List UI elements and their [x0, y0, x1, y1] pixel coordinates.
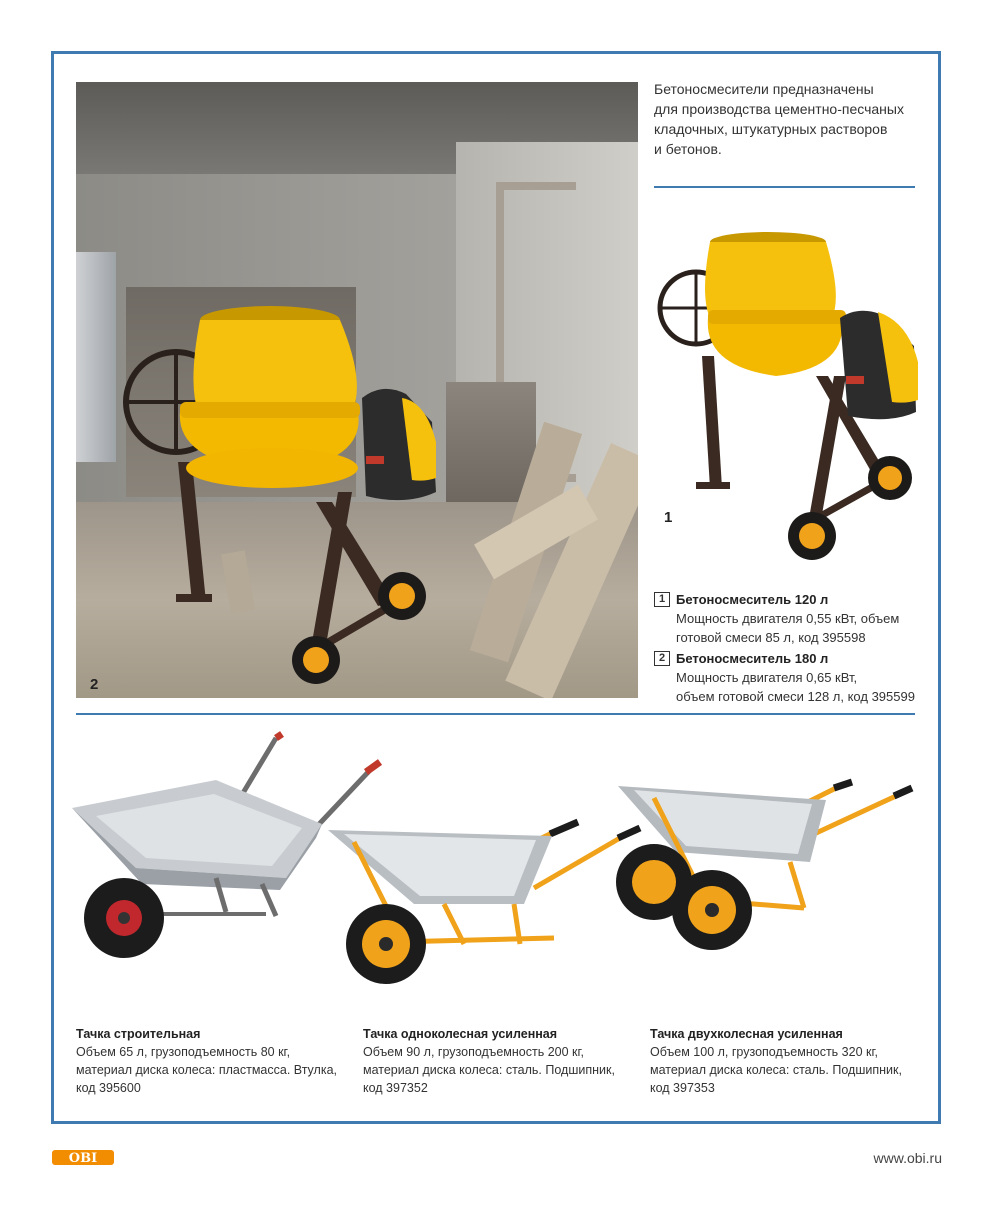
wheelbarrow-desc-line: код 397353 [650, 1081, 715, 1095]
wheelbarrow-desc-line: материал диска колеса: сталь. Подшипник, [650, 1063, 902, 1077]
wheelbarrow-caption [650, 1025, 920, 1097]
wheelbarrow-desc-line: Объем 90 л, грузоподъемность 200 кг, [363, 1045, 585, 1059]
wheelbarrow-caption [363, 1025, 633, 1097]
wheelbarrow-two-wheel-image [614, 778, 914, 956]
concrete-mixer-large-image [76, 82, 638, 698]
intro-line: Бетоносмесители предназначены [654, 81, 874, 97]
spec-desc-line: готовой смеси 85 л, код 395598 [676, 630, 866, 645]
spec-badge: 2 [654, 651, 670, 666]
intro-line: и бетонов. [654, 141, 722, 157]
construction-site-photo [76, 82, 638, 698]
intro-line: для производства цементно-песчаных [654, 101, 904, 117]
photo-number: 2 [90, 676, 99, 693]
website-url[interactable]: www.obi.ru [873, 1150, 942, 1166]
wheelbarrow-desc-line: Объем 100 л, грузоподъемность 320 кг, [650, 1045, 878, 1059]
spec-desc-line: объем готовой смеси 128 л, код 395599 [676, 689, 915, 704]
logo-text: OBI [68, 1151, 98, 1165]
obi-logo [52, 1150, 114, 1165]
wheelbarrow-caption [76, 1025, 346, 1097]
spec-desc-line: Мощность двигателя 0,55 кВт, объем [676, 611, 900, 626]
spec-item [654, 649, 934, 706]
divider [654, 186, 915, 188]
divider [76, 713, 915, 715]
wheelbarrow-desc-line: код 395600 [76, 1081, 141, 1095]
spec-title: Бетоносмеситель 120 л [676, 592, 829, 607]
spec-item [654, 590, 934, 647]
wheelbarrow-title: Тачка двухколесная усиленная [650, 1027, 843, 1041]
concrete-mixer-product-image [652, 226, 927, 566]
spec-title: Бетоносмеситель 180 л [676, 651, 829, 666]
wheelbarrow-desc-line: Объем 65 л, грузоподъемность 80 кг, [76, 1045, 291, 1059]
wheelbarrow-single-wheel-image [324, 812, 644, 990]
wheelbarrow-desc-line: материал диска колеса: пластмасса. Втулка, [76, 1063, 337, 1077]
intro-text [654, 79, 934, 159]
spec-badge: 1 [654, 592, 670, 607]
spec-desc-line: Мощность двигателя 0,65 кВт, [676, 670, 858, 685]
wheelbarrow-desc-line: материал диска колеса: сталь. Подшипник, [363, 1063, 615, 1077]
wheelbarrow-title: Тачка одноколесная усиленная [363, 1027, 558, 1041]
wheelbarrow-desc-line: код 397352 [363, 1081, 428, 1095]
intro-line: кладочных, штукатурных растворов [654, 121, 888, 137]
wheelbarrow-title: Тачка строительная [76, 1027, 201, 1041]
product-image-number: 1 [664, 509, 673, 526]
